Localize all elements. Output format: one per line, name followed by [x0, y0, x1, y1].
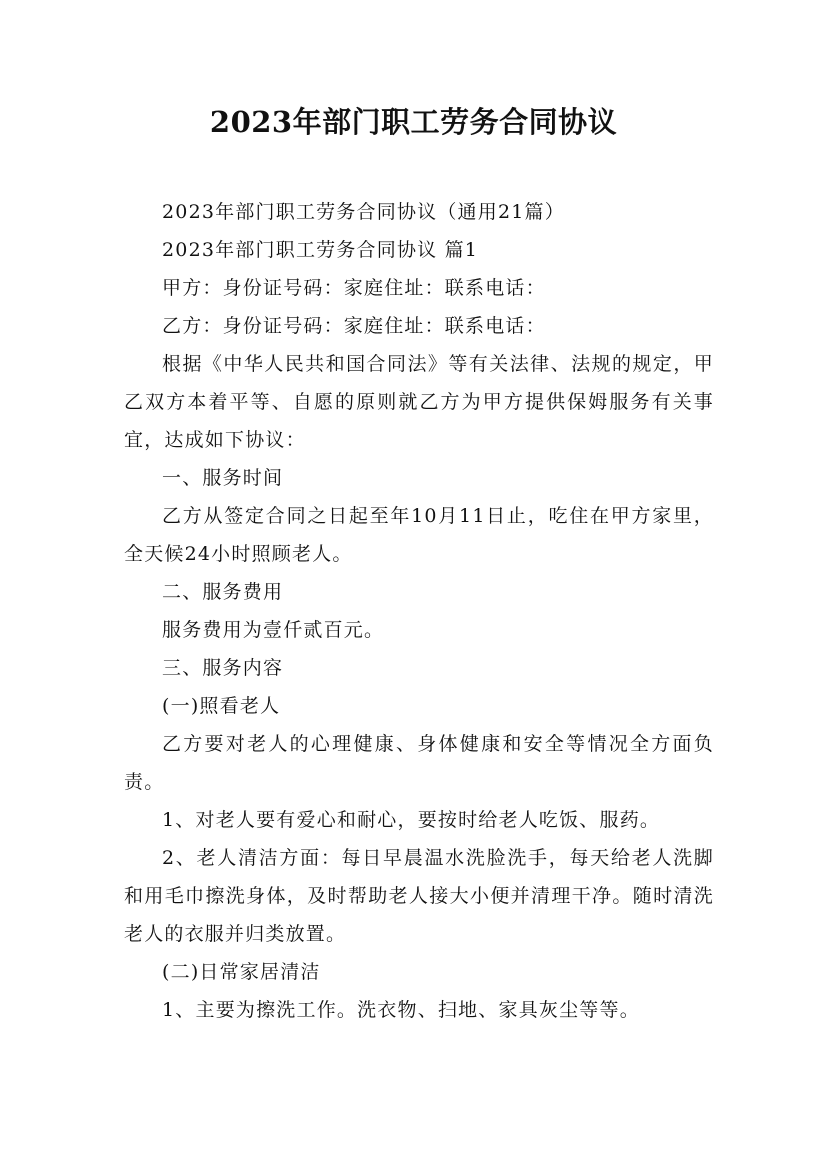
subheading-elder-care: (一)照看老人	[162, 695, 281, 717]
heading-service-fee: 二、服务费用	[162, 581, 284, 603]
paragraph-party-b: 乙方：身份证号码：家庭住址：联系电话：	[162, 315, 546, 337]
document-body	[124, 193, 714, 1029]
paragraph-service-time: 乙方从签定合同之日起至年10月11日止，吃住在甲方家里，全天候24小时照顾老人。	[124, 505, 714, 565]
paragraph-party-a: 甲方：身份证号码：家庭住址：联系电话：	[162, 277, 546, 299]
paragraph-section-heading: 2023年部门职工劳务合同协议 篇1	[162, 239, 479, 261]
paragraph-preamble: 根据《中华人民共和国合同法》等有关法律、法规的规定，甲乙双方本着平等、自愿的原则就乙方为甲方提供保姆服务有关事宜，达成如下协议：	[124, 353, 714, 451]
list-item-2: 2、老人清洁方面：每日早晨温水洗脸洗手，每天给老人洗脚和用毛巾擦洗身体，及时帮助老人接大小便并清理干净。随时清洗老人的衣服并归类放置。	[124, 847, 714, 945]
document-title: 2023年部门职工劳务合同协议	[209, 105, 618, 139]
paragraph-subtitle: 2023年部门职工劳务合同协议（通用21篇）	[162, 201, 565, 223]
subheading-house-cleaning: (二)日常家居清洁	[162, 961, 321, 983]
paragraph-service-fee: 服务费用为壹仟贰百元。	[162, 619, 385, 641]
list-item-1: 1、对老人要有爱心和耐心，要按时给老人吃饭、服药。	[162, 809, 661, 831]
paragraph-elder-care: 乙方要对老人的心理健康、身体健康和安全等情况全方面负责。	[124, 733, 714, 793]
heading-service-content: 三、服务内容	[162, 657, 284, 679]
list-item-cleaning-1: 1、主要为擦洗工作。洗衣物、扫地、家具灰尘等等。	[162, 999, 640, 1021]
heading-service-time: 一、服务时间	[162, 467, 284, 489]
